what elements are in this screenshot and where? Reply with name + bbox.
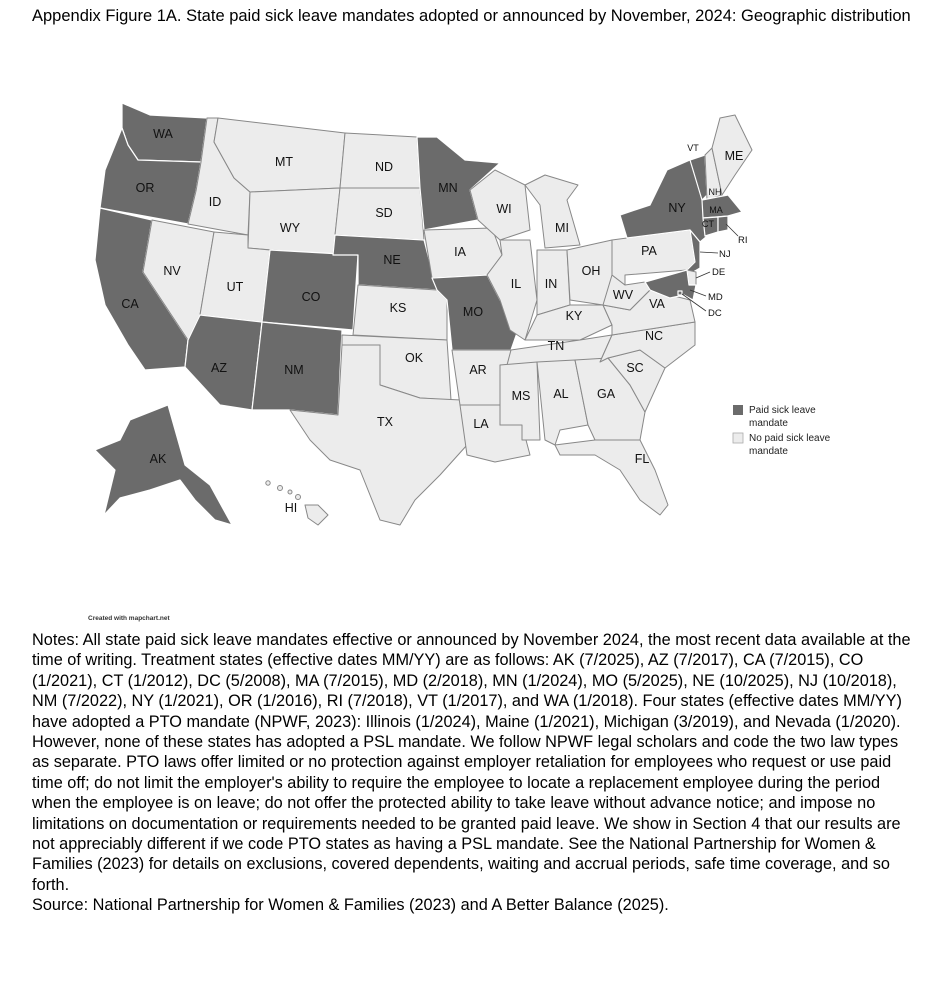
legend-swatch-no-mandate (733, 433, 743, 443)
label-CT: CT (702, 219, 714, 229)
label-OH: OH (581, 264, 601, 278)
label-WI: WI (496, 202, 512, 216)
label-ID: ID (208, 195, 222, 209)
hi-island-2 (278, 486, 283, 491)
legend-label-no-mandate-line2: mandate (749, 446, 788, 457)
legend-label-no-mandate (749, 433, 833, 457)
hi-island-1 (266, 481, 270, 485)
legend-label-mandate-line1: Paid sick leave (749, 405, 816, 416)
state-FL (555, 440, 668, 515)
legend-label-no-mandate-line1: No paid sick leave (749, 433, 831, 444)
label-OK: OK (404, 351, 424, 365)
state-MI (525, 175, 580, 248)
label-NC: NC (644, 329, 664, 343)
label-WV: WV (612, 288, 634, 302)
label-KS: KS (389, 301, 407, 315)
label-CA: CA (121, 297, 139, 311)
map-credit: Created with mapchart.net (88, 615, 170, 622)
label-DE: DE (712, 267, 726, 278)
label-TN: TN (547, 339, 565, 353)
label-HI: HI (284, 501, 298, 515)
label-NY: NY (668, 201, 686, 215)
notes-block (32, 630, 912, 916)
label-FL: FL (634, 452, 650, 466)
source-text: Source: National Partnership for Women & Families (2023) and A Better Balance (2025). (32, 896, 669, 915)
notes-text: Notes: All state paid sick leave mandates effective or announced by November 2024, the most recent data available at the time of writing. Treatment states (effective dates MM/YY) are as follows: AK (7/2025), AZ (7/2017), CA (7/2015), CO (1/2021), CT (1/2012), DC (5/2008), MA (7/2015), MD (2/2018), MN (1/2024), MO (5/2025), NE (10/2025), NJ (10/2018), NM (7/2022), NY (1/2021), OR (1/2016), RI (7/2018), VT (1/2017), and WA (1/2018). Four states (effective dates MM/YY) have adopted a PTO mandate (NPWF, 2023): Illinois (1/2024), Maine (1/2021), Michigan (3/2019), and Nevada (1/2020). However, none of these states has adopted a PSL mandate. We follow NPWF legal scholars and code the two law types as separate. PTO laws offer limited or no protection against employer retaliation for employees who request or use paid time off; do not limit the employer's ability to require the employee to locate a replacement employee during the period when the employee is on leave; do not offer the protected ability to take leave without advance notice; and impose no limitations on documentation or requirements needed to be granted paid leave. We show in Section 4 that our results are not appreciably different if we code PTO states as having a PSL mandate. See the National Partnership for Women & Families (2023) for details on exclusions, covered dependents, waiting and accrual periods, safe time coverage, and so forth. (32, 631, 911, 894)
label-MS: MS (511, 389, 531, 403)
label-SD: SD (375, 206, 393, 220)
label-MN: MN (438, 181, 458, 195)
label-UT: UT (226, 280, 244, 294)
hi-island-4 (296, 495, 301, 500)
label-VT: VT (687, 143, 699, 153)
label-IN: IN (544, 277, 558, 291)
label-MI: MI (555, 221, 569, 235)
label-GA: GA (596, 387, 616, 401)
state-HI (305, 505, 328, 525)
label-IL: IL (510, 277, 522, 291)
label-ND: ND (374, 160, 394, 174)
label-AZ: AZ (211, 361, 227, 375)
legend-label-mandate-line2: mandate (749, 418, 788, 429)
label-TX: TX (377, 415, 393, 429)
label-VA: VA (649, 297, 665, 311)
hi-island-3 (288, 490, 292, 494)
label-ME: ME (724, 149, 744, 163)
label-RI: RI (738, 235, 748, 246)
label-SC: SC (626, 361, 644, 375)
label-KY: KY (565, 309, 583, 323)
figure-title: Appendix Figure 1A. State paid sick leave mandates adopted or announced by November, 2024: Geographic distribution (32, 7, 911, 25)
state-DC (678, 291, 682, 295)
legend-swatch-mandate (733, 405, 743, 415)
label-WA: WA (153, 127, 173, 141)
label-AK: AK (149, 452, 167, 466)
label-PA: PA (641, 244, 657, 258)
label-AL: AL (553, 387, 569, 401)
label-NE: NE (383, 253, 401, 267)
label-MO: MO (462, 305, 484, 319)
label-MD: MD (708, 292, 723, 303)
label-NJ: NJ (719, 249, 731, 260)
label-NM: NM (284, 363, 304, 377)
label-LA: LA (473, 417, 489, 431)
label-MT: MT (274, 155, 294, 169)
label-NH: NH (708, 187, 722, 197)
label-WY: WY (279, 221, 301, 235)
label-AR: AR (469, 363, 487, 377)
label-OR: OR (135, 181, 155, 195)
label-MA: MA (709, 205, 723, 215)
label-DC: DC (708, 308, 722, 319)
label-CO: CO (301, 290, 321, 304)
legend-label-mandate (749, 405, 818, 429)
label-IA: IA (454, 245, 466, 259)
label-NV: NV (163, 264, 181, 278)
